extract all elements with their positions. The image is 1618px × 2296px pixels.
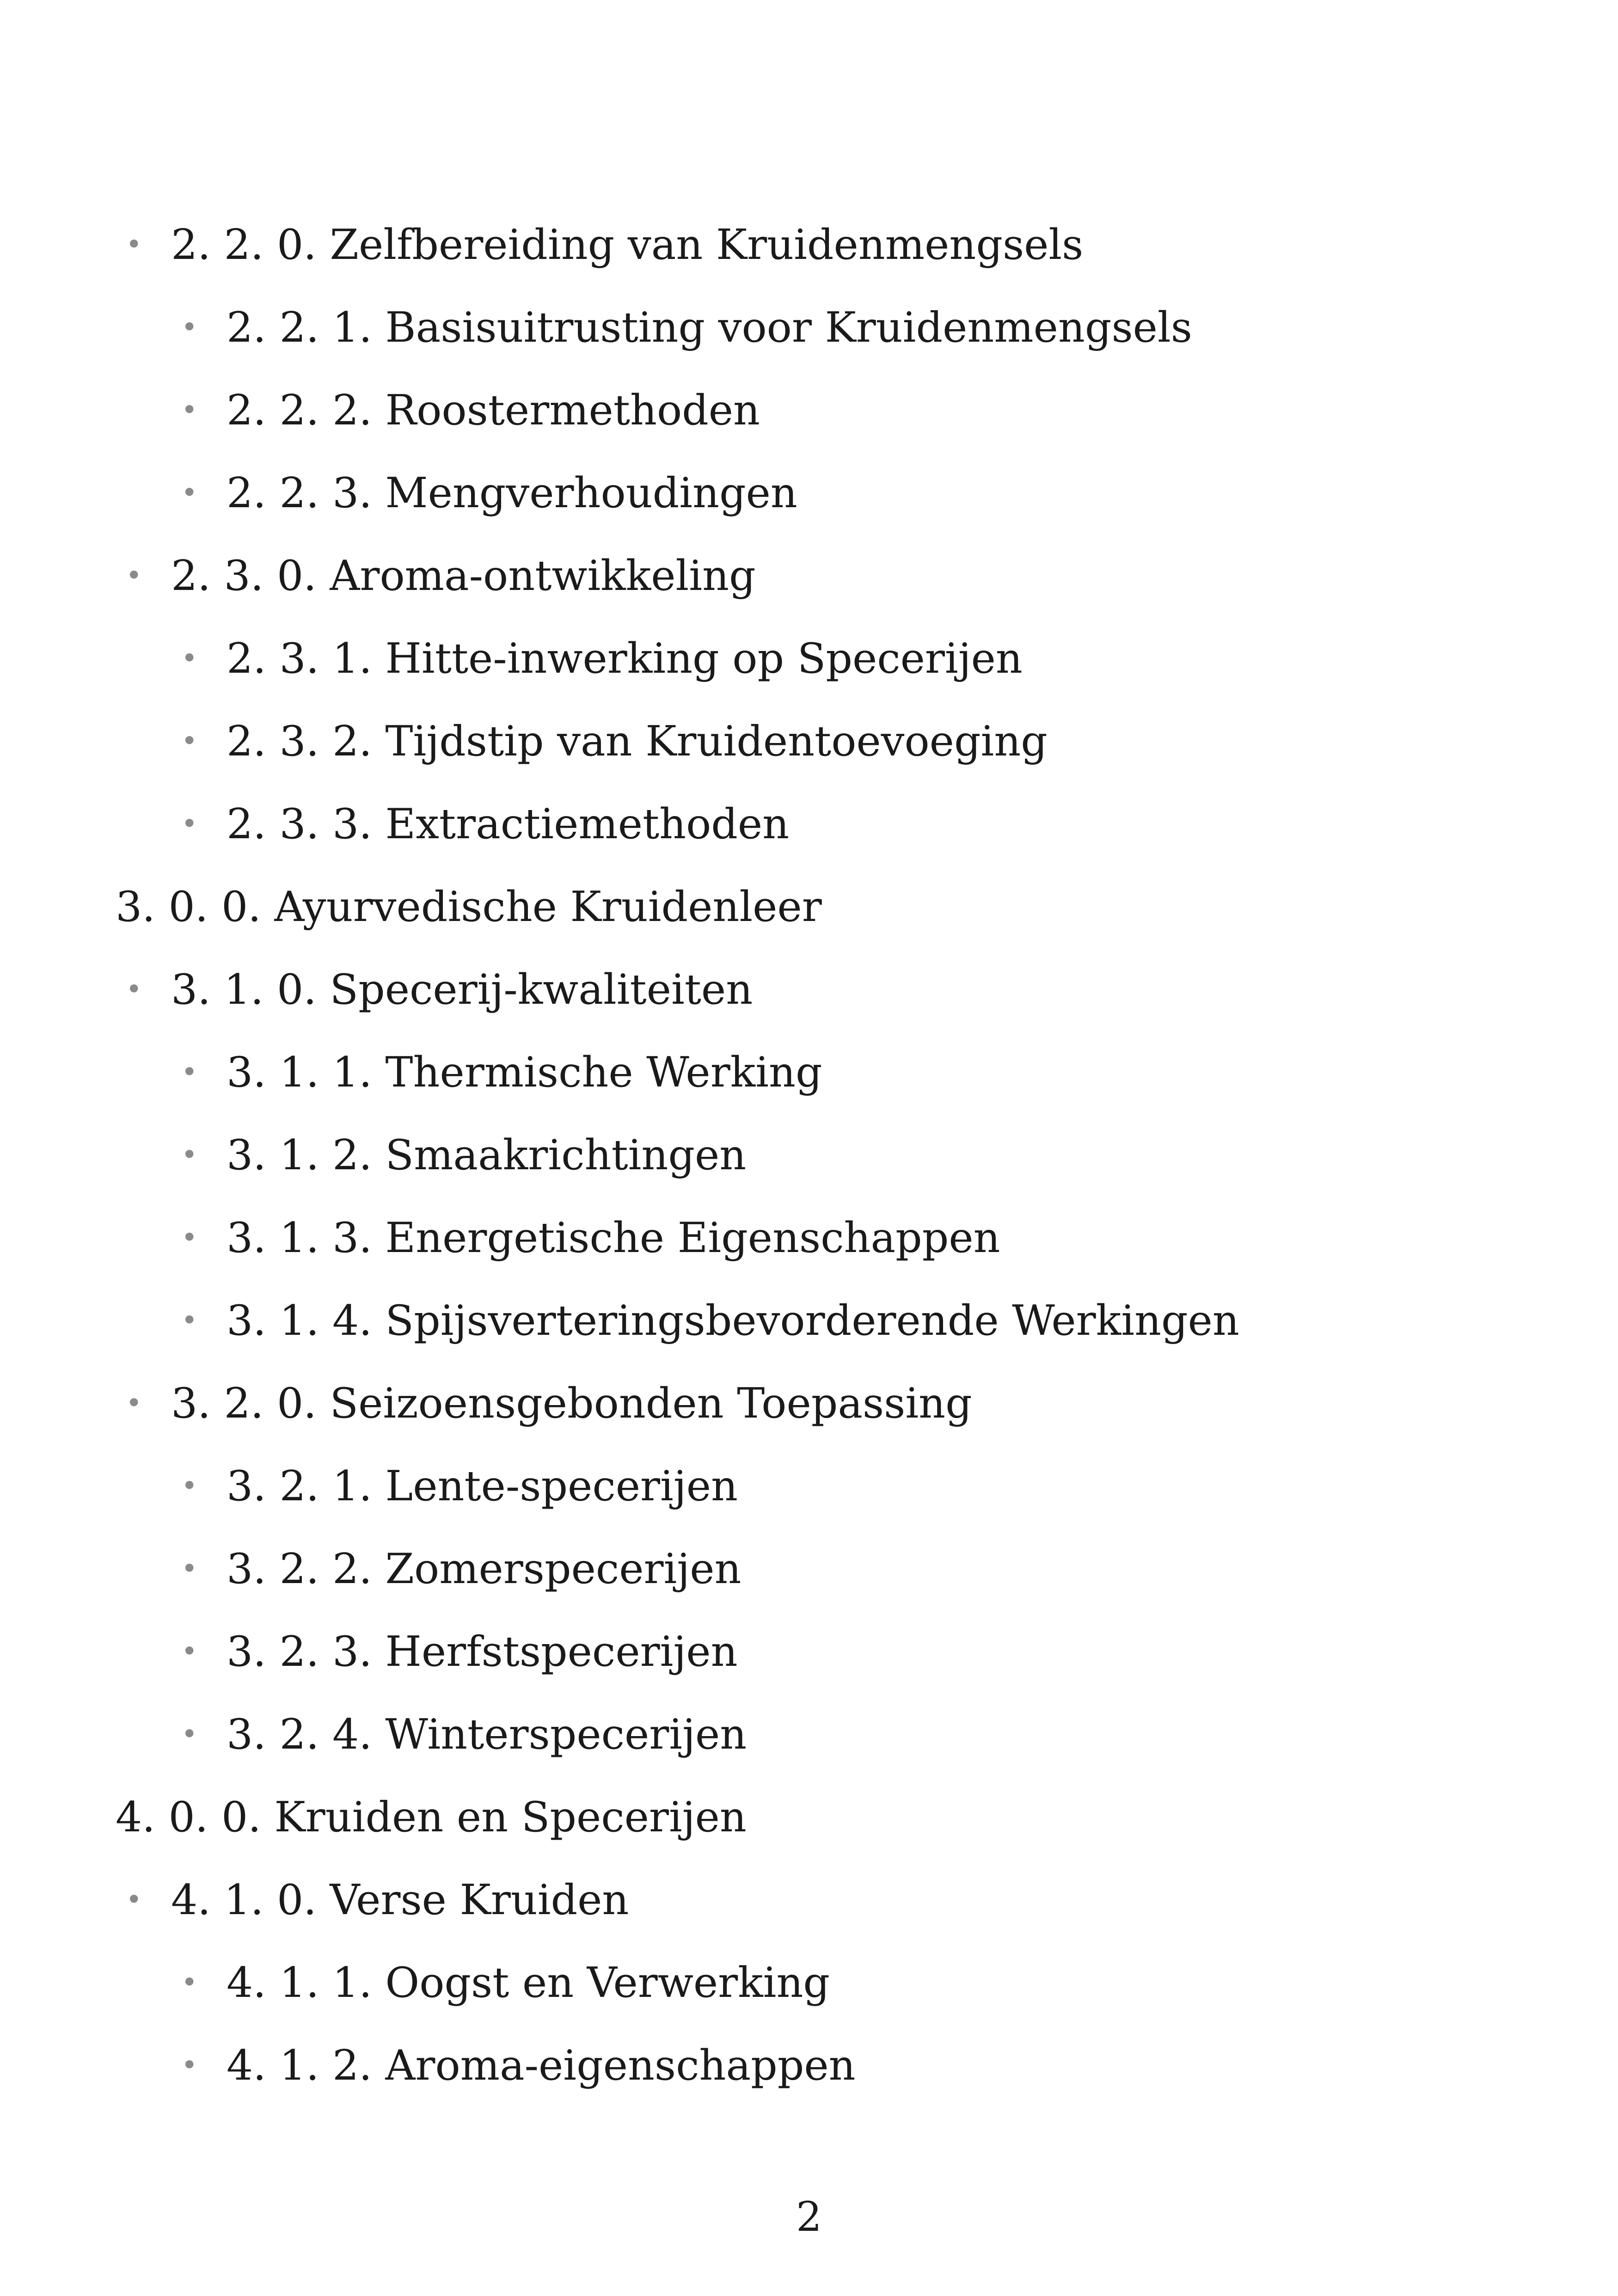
toc-entry-label: 3. 1. 2. Smaakrichtingen <box>227 1131 747 1179</box>
toc-entry-label: 4. 0. 0. Kruiden en Specerijen <box>116 1793 747 1842</box>
bullet-icon: • <box>181 808 198 840</box>
toc-entry <box>0 783 1618 866</box>
toc-entry-label: 3. 1. 4. Spijsverteringsbevorderende Werkingen <box>227 1296 1239 1345</box>
toc-entry <box>0 617 1618 700</box>
toc-entry <box>0 1445 1618 1528</box>
bullet-icon: • <box>181 1718 198 1750</box>
toc-entry <box>0 1279 1618 1362</box>
toc-entry-label: 3. 2. 3. Herfstspecerijen <box>227 1627 738 1676</box>
toc-entry <box>0 1941 1618 2024</box>
toc-entry <box>0 286 1618 369</box>
page-number: 2 <box>796 2193 822 2241</box>
bullet-icon: • <box>181 1966 198 1999</box>
toc-entry-label: 2. 3. 0. Aroma-ontwikkeling <box>171 552 756 600</box>
toc-entry-label: 2. 3. 1. Hitte-inwerking op Specerijen <box>227 634 1023 683</box>
bullet-icon: • <box>126 1387 142 1419</box>
toc-entry-label: 2. 3. 3. Extractiemethoden <box>227 800 790 848</box>
bullet-icon: • <box>181 311 198 344</box>
toc-entry <box>0 534 1618 617</box>
bullet-icon: • <box>181 1553 198 1585</box>
bullet-icon: • <box>181 1139 198 1171</box>
toc-entry <box>0 369 1618 452</box>
bullet-icon: • <box>181 1635 198 1668</box>
toc-entry-label: 3. 2. 1. Lente-specerijen <box>227 1462 738 1510</box>
toc-entry-label: 2. 3. 2. Tijdstip van Kruidentoevoeging <box>227 717 1048 766</box>
toc-entry <box>0 452 1618 534</box>
bullet-icon: • <box>181 725 198 757</box>
toc-entry-label: 3. 1. 0. Specerij-kwaliteiten <box>171 965 753 1014</box>
bullet-icon: • <box>126 228 142 261</box>
toc-entry <box>0 203 1618 286</box>
toc-entry <box>0 1197 1618 1279</box>
toc-entry <box>0 1114 1618 1197</box>
toc-entry-label: 3. 0. 0. Ayurvedische Kruidenleer <box>116 883 822 931</box>
toc-entry <box>0 948 1618 1031</box>
toc-chapter-entry <box>0 1776 1618 1859</box>
bullet-icon: • <box>126 559 142 592</box>
toc-entry <box>0 1031 1618 1114</box>
toc-entry-label: 3. 2. 4. Winterspecerijen <box>227 1710 747 1759</box>
toc-entry <box>0 1528 1618 1610</box>
bullet-icon: • <box>126 1884 142 1916</box>
table-of-contents <box>0 203 1618 2107</box>
toc-entry-label: 3. 2. 0. Seizoensgebonden Toepassing <box>171 1379 972 1428</box>
toc-entry-label: 2. 2. 3. Mengverhoudingen <box>227 469 797 517</box>
bullet-icon: • <box>181 1304 198 1337</box>
toc-entry <box>0 2024 1618 2107</box>
toc-entry <box>0 1362 1618 1445</box>
bullet-icon: • <box>181 1056 198 1088</box>
toc-entry <box>0 700 1618 783</box>
bullet-icon: • <box>181 1222 198 1254</box>
toc-entry-label: 4. 1. 0. Verse Kruiden <box>171 1876 629 1924</box>
bullet-icon: • <box>181 1470 198 1502</box>
toc-entry-label: 2. 2. 1. Basisuitrusting voor Kruidenmengsels <box>227 303 1192 352</box>
toc-entry-label: 2. 2. 0. Zelfbereiding van Kruidenmengsels <box>171 221 1084 269</box>
toc-chapter-entry <box>0 866 1618 948</box>
toc-entry <box>0 1859 1618 1941</box>
toc-entry-label: 3. 1. 3. Energetische Eigenschappen <box>227 1214 1000 1262</box>
toc-entry <box>0 1610 1618 1693</box>
toc-entry-label: 2. 2. 2. Roostermethoden <box>227 386 760 435</box>
bullet-icon: • <box>126 973 142 1006</box>
toc-entry-label: 3. 2. 2. Zomerspecerijen <box>227 1545 742 1593</box>
bullet-icon: • <box>181 642 198 675</box>
bullet-icon: • <box>181 394 198 426</box>
toc-entry-label: 3. 1. 1. Thermische Werking <box>227 1048 822 1097</box>
toc-entry-label: 4. 1. 2. Aroma-eigenschappen <box>227 2041 856 2090</box>
toc-entry-label: 4. 1. 1. Oogst en Verwerking <box>227 1958 830 2007</box>
bullet-icon: • <box>181 477 198 509</box>
toc-entry <box>0 1693 1618 1776</box>
bullet-icon: • <box>181 2049 198 2081</box>
